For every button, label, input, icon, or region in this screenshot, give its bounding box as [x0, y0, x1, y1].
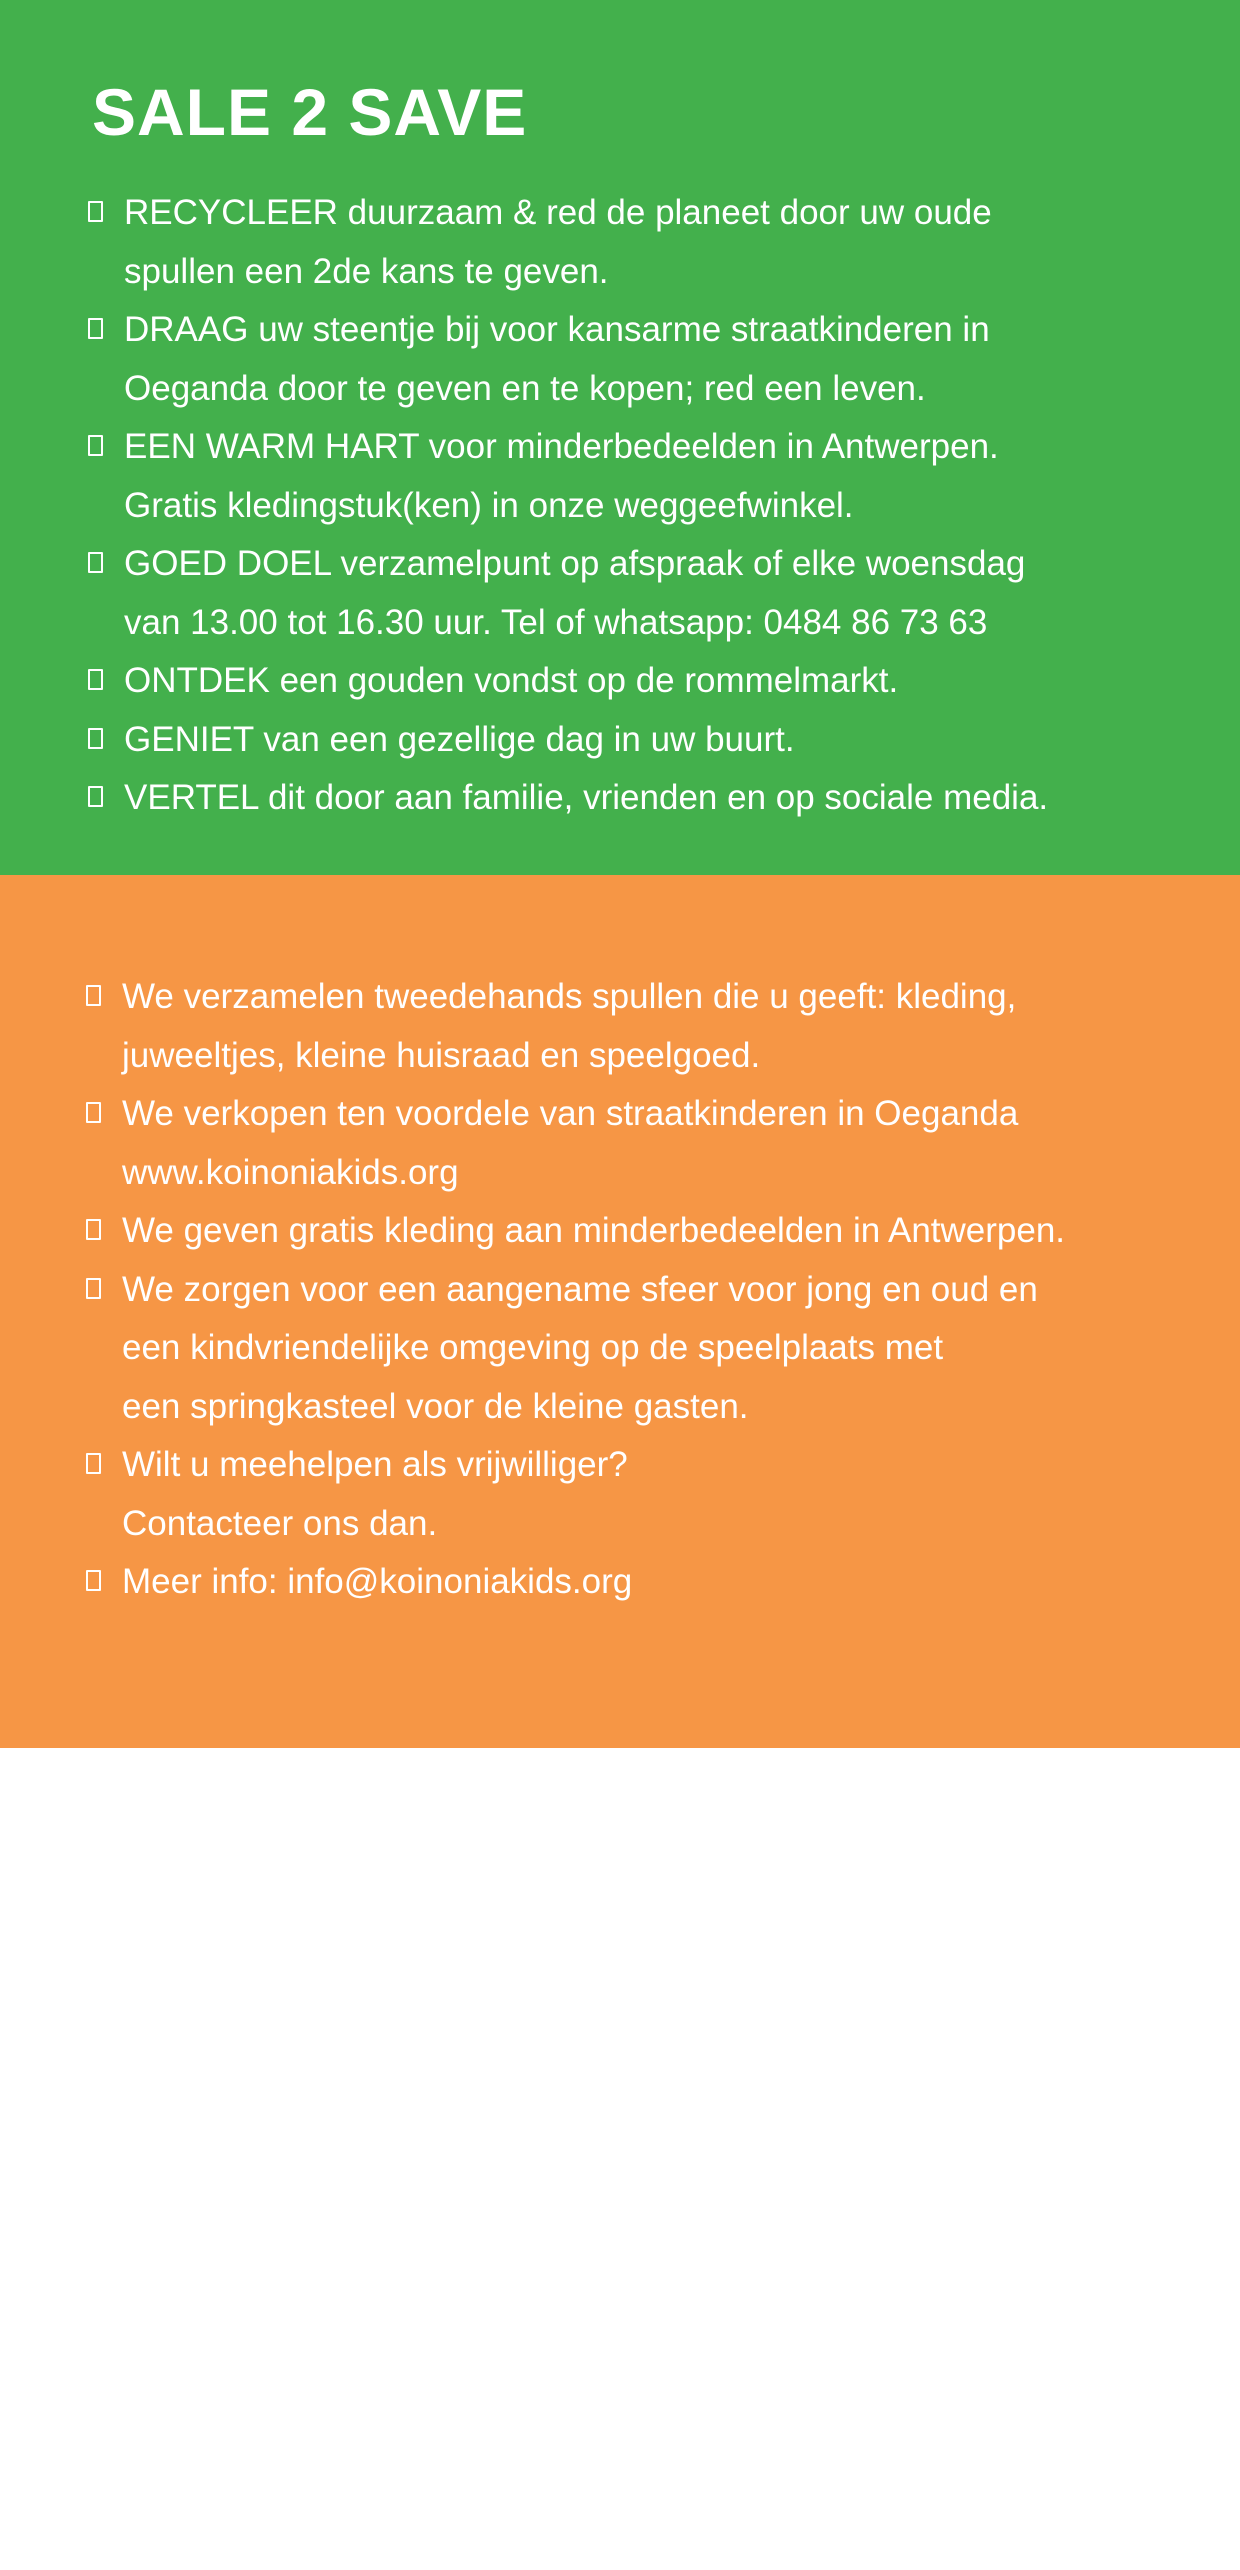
list-item-line: RECYCLEER duurzaam & red de planeet door uw oude: [124, 193, 992, 232]
empty-square-icon: [88, 552, 103, 573]
list-item: [88, 711, 1208, 770]
empty-square-icon: [86, 1453, 101, 1474]
list-item-line: een springkasteel voor de kleine gasten.: [122, 1386, 749, 1426]
empty-square-icon: [88, 318, 103, 339]
list-item-line: We verkopen ten voordele van straatkinderen in Oeganda: [122, 1094, 1019, 1133]
list-item-line: Oeganda door te geven en te kopen; red een leven.: [124, 368, 926, 408]
list-item-line: We geven gratis kleding aan minderbedeelden in Antwerpen.: [122, 1211, 1066, 1250]
page-title: SALE 2 SAVE: [92, 75, 528, 149]
empty-square-icon: [88, 435, 103, 456]
list-item-line: Wilt u meehelpen als vrijwilliger?: [122, 1445, 628, 1484]
list-item: [88, 301, 1208, 418]
list-item-line: van 13.00 tot 16.30 uur. Tel of whatsapp: 0484 86 73 63: [124, 602, 988, 642]
list-item-line: Meer info: info@koinoniakids.org: [122, 1562, 633, 1601]
list-item-line: Gratis kledingstuk(ken) in onze weggeefwinkel.: [124, 485, 854, 525]
empty-square-icon: [88, 669, 103, 690]
list-item: [86, 1261, 1206, 1437]
list-item: [88, 652, 1208, 711]
list-item-line: Contacteer ons dan.: [122, 1503, 438, 1543]
footer-text: Een initiatief van Koinonia Kids vzw, Korte Altaarstraat 17 te 2018 Antwerpen: [69, 2536, 1171, 2569]
empty-square-icon: [88, 786, 103, 807]
list-item: [88, 184, 1208, 301]
list-item-line: www.koinoniakids.org: [122, 1152, 459, 1192]
list-item-line: We zorgen voor een aangename sfeer voor jong en oud en: [122, 1269, 1038, 1309]
empty-square-icon: [86, 985, 101, 1006]
empty-square-icon: [86, 1102, 101, 1123]
list-item: [86, 968, 1206, 1085]
empty-square-icon: [86, 1278, 101, 1299]
list-item-line: spullen een 2de kans te geven.: [124, 251, 609, 291]
empty-square-icon: [88, 201, 103, 222]
empty-square-icon: [88, 728, 103, 749]
list-item-line: juweeltjes, kleine huisraad en speelgoed.: [122, 1035, 761, 1075]
list-item-line: We verzamelen tweedehands spullen die u geeft: kleding,: [122, 977, 1017, 1016]
list-item: [86, 1436, 1206, 1553]
list-item-line: VERTEL dit door aan familie, vrienden en op sociale media.: [124, 778, 1049, 817]
list-item: [86, 1085, 1206, 1202]
empty-square-icon: [86, 1219, 101, 1240]
green-panel: [0, 0, 1240, 875]
green-bullet-list: [88, 184, 1208, 828]
empty-square-icon: [86, 1570, 101, 1591]
orange-bullet-list: [86, 968, 1206, 1612]
list-item-line: een kindvriendelijke omgeving op de speelplaats met: [122, 1328, 944, 1367]
list-item-line: EEN WARM HART voor minderbedeelden in Antwerpen.: [124, 427, 999, 466]
list-item-line: DRAAG uw steentje bij voor kansarme straatkinderen in: [124, 310, 990, 349]
list-item: [88, 535, 1208, 652]
list-item: [86, 1553, 1206, 1612]
orange-panel: [0, 875, 1240, 2569]
list-item: [88, 769, 1208, 828]
list-item: [88, 418, 1208, 535]
list-item: [86, 1202, 1206, 1261]
list-item-line: GOED DOEL verzamelpunt op afspraak of elke woensdag: [124, 544, 1026, 583]
list-item-line: GENIET van een gezellige dag in uw buurt.: [124, 719, 795, 759]
list-item-line: ONTDEK een gouden vondst op de rommelmarkt.: [124, 661, 899, 700]
